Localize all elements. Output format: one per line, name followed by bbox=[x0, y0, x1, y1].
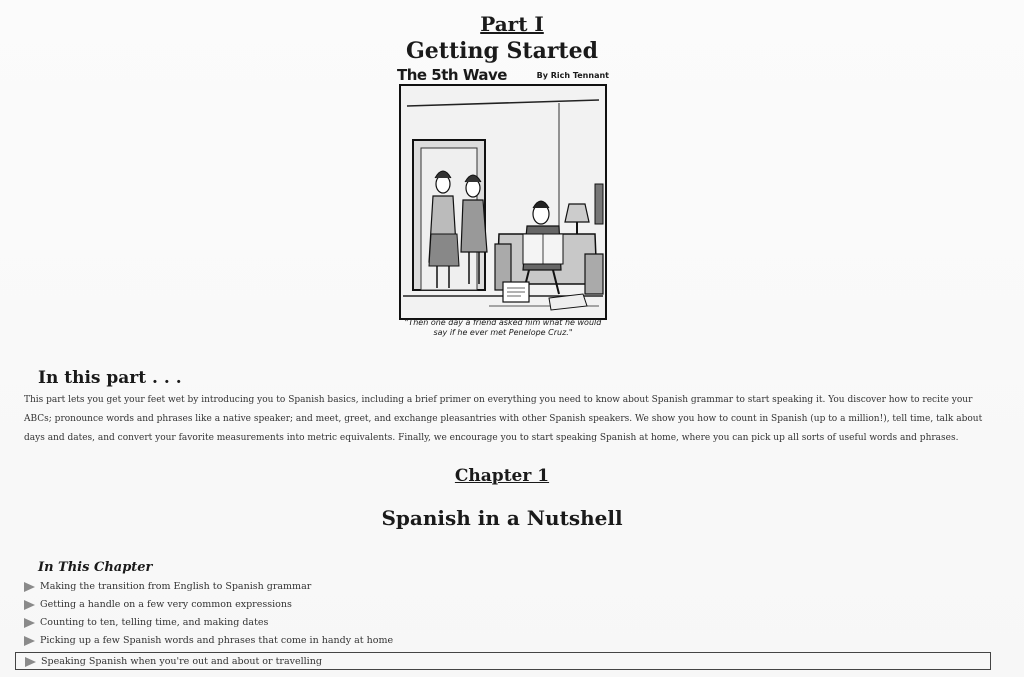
triangle-bullet-icon bbox=[24, 618, 35, 628]
in-this-part-heading: In this part . . . bbox=[38, 368, 182, 388]
cartoon-header bbox=[395, 66, 611, 86]
list-item-highlighted[interactable] bbox=[15, 652, 991, 670]
triangle-bullet-icon bbox=[24, 582, 35, 592]
list-item bbox=[24, 632, 994, 650]
cartoon-illustration bbox=[395, 66, 611, 342]
chapter-topics-list bbox=[24, 578, 994, 670]
list-item bbox=[24, 614, 994, 632]
chapter-title: Spanish in a Nutshell bbox=[381, 506, 623, 530]
list-item bbox=[24, 596, 994, 614]
part-intro-paragraph: This part lets you get your feet wet by introducing you to Spanish basics, including a brief primer on everything you need to know about Spanish grammar to start speaking it. You discover how to recite your ABCs; pronounce words and phrases like a native speaker; and meet, greet, and exchange pleasantries with other Spanish speakers. We show you how to count in Spanish (up to a million!), tell time, talk about days and dates, and convert your favorite measurements into metric equivalents. Finally, we encourage you to start speaking Spanish at home, where you can pick up all sorts of useful words and phrases. bbox=[24, 395, 983, 443]
part-label: Part I bbox=[480, 12, 544, 36]
cartoon-caption bbox=[395, 318, 611, 338]
cartoon-caption-line1: "Then one day a friend asked him what he would bbox=[404, 318, 602, 327]
triangle-bullet-icon bbox=[24, 600, 35, 610]
cartoon-series-title: The 5th Wave bbox=[397, 66, 507, 84]
list-item-text: Picking up a few Spanish words and phrases that come in handy at home bbox=[40, 635, 394, 646]
part-title: Getting Started bbox=[406, 38, 598, 64]
list-item-text: Speaking Spanish when you're out and about or travelling bbox=[41, 656, 322, 667]
list-item bbox=[24, 578, 994, 596]
in-this-chapter-heading: In This Chapter bbox=[38, 560, 153, 575]
list-item-text: Counting to ten, telling time, and making dates bbox=[40, 617, 269, 628]
cartoon-author: By Rich Tennant bbox=[536, 71, 609, 80]
cartoon-drawing bbox=[399, 84, 607, 320]
list-item-text: Getting a handle on a few very common expressions bbox=[40, 599, 292, 610]
chapter-label: Chapter 1 bbox=[454, 466, 550, 486]
triangle-bullet-icon bbox=[25, 657, 36, 667]
list-item-text: Making the transition from English to Spanish grammar bbox=[40, 581, 312, 592]
cartoon-caption-line2: say if he ever met Penelope Cruz." bbox=[433, 328, 573, 337]
triangle-bullet-icon bbox=[24, 636, 35, 646]
